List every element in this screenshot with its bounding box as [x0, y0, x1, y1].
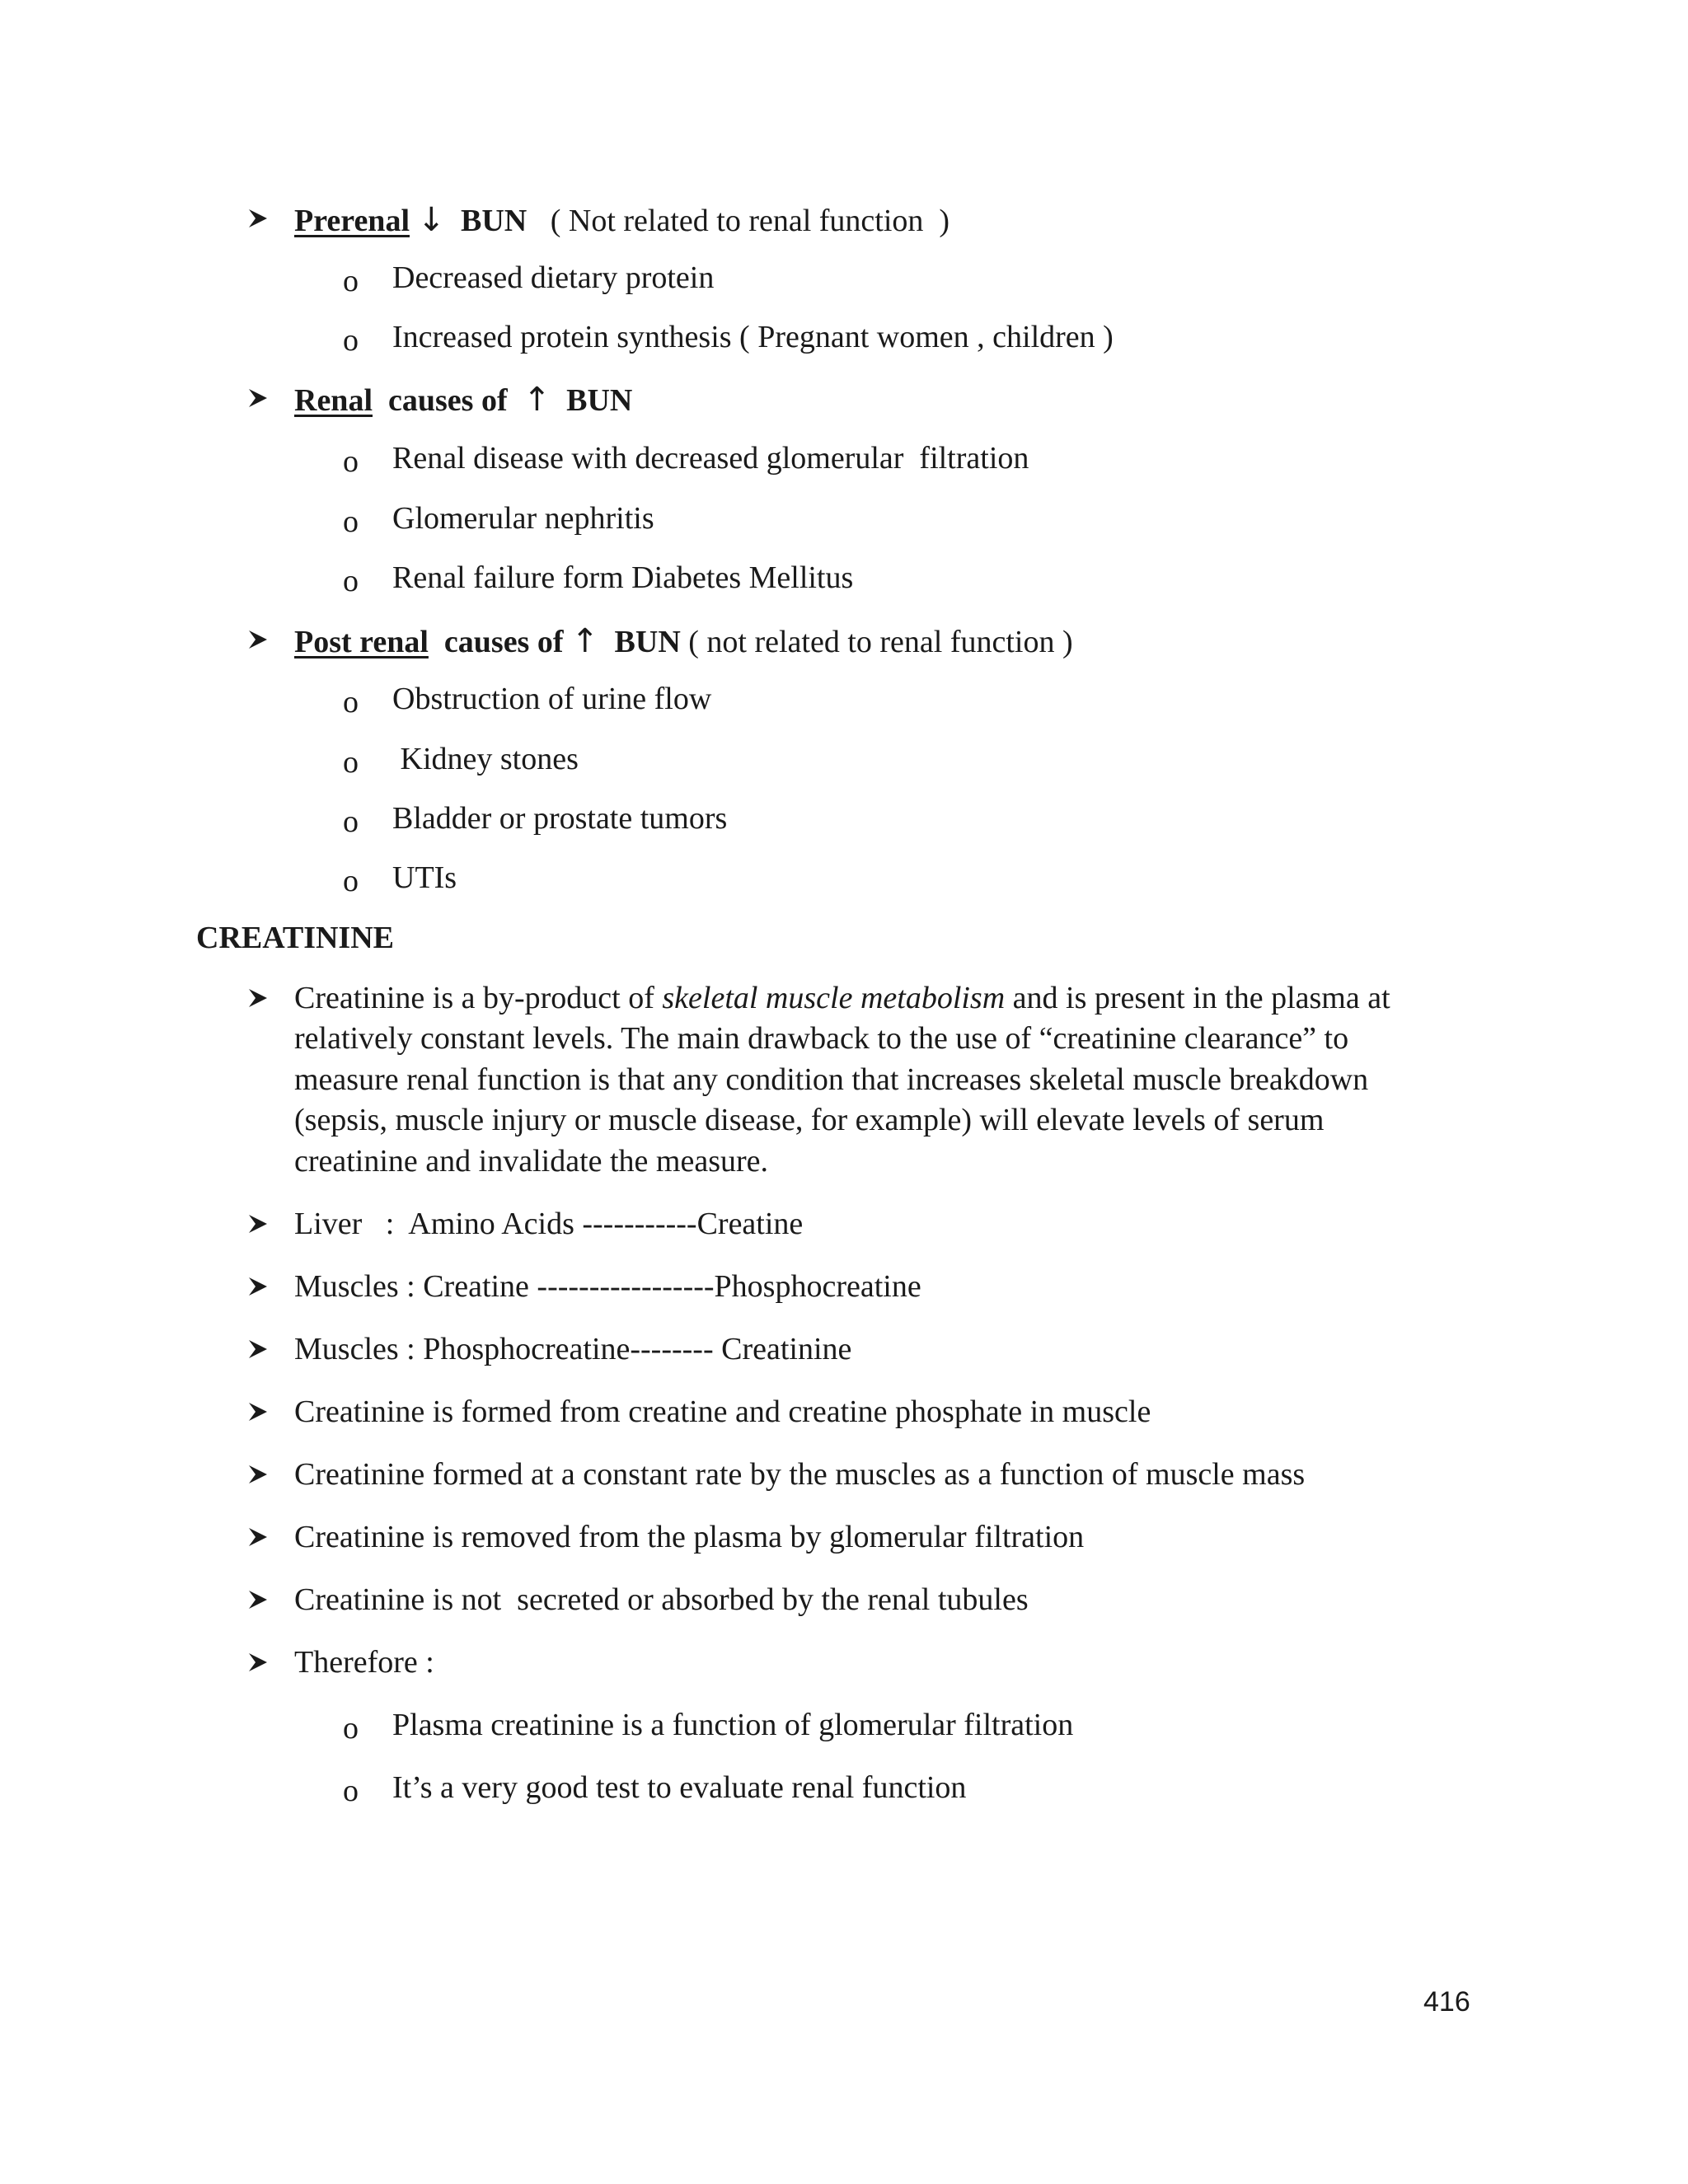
- creatinine-point: Creatinine formed at a constant rate by the muscles as a function of muscle mass: [294, 1457, 1306, 1492]
- post-renal-item: Kidney stones: [392, 742, 579, 776]
- post-renal-bun: BUN: [614, 625, 681, 659]
- arrow-bullet-icon: [247, 1338, 269, 1360]
- sub-bullet-icon: o: [343, 1774, 359, 1808]
- page-number: 416: [1423, 1986, 1470, 2018]
- creatinine-intro-line: measure renal function is that any condition that increases skeletal muscle breakdown: [294, 1062, 1369, 1097]
- sub-bullet-icon: o: [343, 564, 359, 598]
- sub-bullet-icon: o: [343, 264, 359, 298]
- arrow-bullet-icon: [247, 1652, 269, 1673]
- arrow-bullet-icon: [247, 1276, 269, 1297]
- prerenal-bun: BUN: [461, 204, 528, 238]
- sub-bullet-icon: o: [343, 323, 359, 358]
- prerenal-note: ( Not related to renal function ): [550, 204, 950, 238]
- renal-causes-of: causes of: [388, 383, 508, 418]
- post-renal-item: Obstruction of urine flow: [392, 682, 712, 716]
- arrow-bullet-icon: [247, 1589, 269, 1610]
- post-renal-item: Bladder or prostate tumors: [392, 801, 728, 836]
- creatinine-point: Creatinine is formed from creatine and creatine phosphate in muscle: [294, 1394, 1151, 1429]
- renal-item: Glomerular nephritis: [392, 501, 654, 536]
- creatinine-point: Liver : Amino Acids -----------Creatine: [294, 1207, 804, 1241]
- intro-italic: skeletal muscle metabolism: [662, 981, 1006, 1015]
- prerenal-item: Decreased dietary protein: [392, 260, 715, 295]
- renal-heading: [294, 381, 633, 419]
- intro-text: Creatinine is a by-product of: [294, 981, 663, 1015]
- arrow-bullet-icon: [247, 387, 269, 409]
- post-renal-causes-of: causes of: [443, 625, 564, 659]
- renal-item: Renal failure form Diabetes Mellitus: [392, 560, 854, 595]
- therefore-item: Plasma creatinine is a function of glomerular filtration: [392, 1708, 1074, 1742]
- post-renal-label: Post renal: [294, 625, 429, 659]
- renal-item: Renal disease with decreased glomerular filtration: [392, 441, 1029, 476]
- arrow-bullet-icon: [247, 1213, 269, 1235]
- creatinine-point: Creatinine is removed from the plasma by glomerular filtration: [294, 1520, 1085, 1554]
- prerenal-heading: [294, 201, 950, 239]
- intro-text: and is present in the plasma at: [1005, 981, 1390, 1015]
- sub-bullet-icon: o: [343, 804, 359, 839]
- prerenal-item: Increased protein synthesis ( Pregnant women , children ): [392, 320, 1114, 354]
- arrow-bullet-icon: [247, 629, 269, 650]
- arrow-bullet-icon: [247, 208, 269, 229]
- post-renal-item: UTIs: [392, 860, 457, 895]
- sub-bullet-icon: o: [343, 864, 359, 898]
- therefore-label: Therefore :: [294, 1645, 434, 1680]
- arrow-bullet-icon: [247, 987, 269, 1009]
- sub-bullet-icon: o: [343, 504, 359, 539]
- sub-bullet-icon: o: [343, 685, 359, 719]
- post-renal-note: ( not related to renal function ): [688, 625, 1073, 659]
- creatinine-intro-line: (sepsis, muscle injury or muscle disease, for example) will elevate levels of serum: [294, 1103, 1325, 1137]
- up-arrow-icon: ↑: [571, 622, 599, 660]
- prerenal-label: Prerenal: [294, 204, 410, 238]
- sub-bullet-icon: o: [343, 1711, 359, 1746]
- creatinine-intro-line: relatively constant levels. The main drawback to the use of “creatinine clearance” to: [294, 1021, 1349, 1056]
- renal-bun: BUN: [566, 383, 633, 418]
- sub-bullet-icon: o: [343, 444, 359, 479]
- creatinine-intro-line: [294, 982, 1390, 1014]
- arrow-bullet-icon: [247, 1401, 269, 1422]
- renal-label: Renal: [294, 383, 373, 418]
- up-arrow-icon: ↑: [523, 381, 551, 419]
- creatinine-heading: CREATININE: [196, 921, 395, 955]
- creatinine-intro-line: creatinine and invalidate the measure.: [294, 1144, 769, 1179]
- creatinine-point: Muscles : Phosphocreatine-------- Creatinine: [294, 1332, 852, 1366]
- arrow-bullet-icon: [247, 1526, 269, 1548]
- therefore-item: It’s a very good test to evaluate renal function: [392, 1770, 967, 1805]
- creatinine-point: Muscles : Creatine -----------------Phosphocreatine: [294, 1269, 921, 1304]
- creatinine-point: Creatinine is not secreted or absorbed by the renal tubules: [294, 1582, 1029, 1617]
- sub-bullet-icon: o: [343, 745, 359, 780]
- down-arrow-icon: ↓: [417, 201, 446, 239]
- arrow-bullet-icon: [247, 1464, 269, 1485]
- post-renal-heading: [294, 622, 1073, 660]
